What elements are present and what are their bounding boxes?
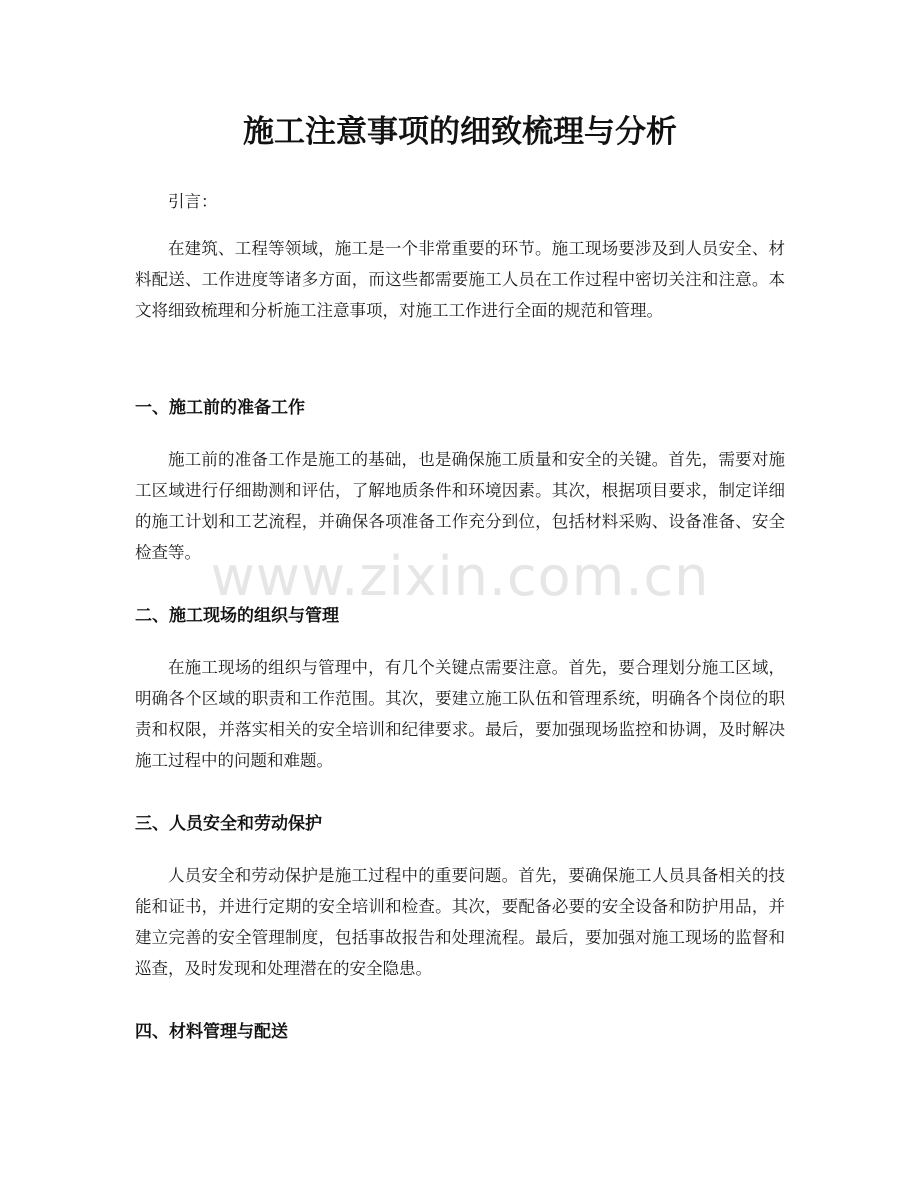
section-1-paragraph: 施工前的准备工作是施工的基础，也是确保施工质量和安全的关键。首先，需要对施工区域进行仔细勘测和评估，了解地质条件和环境因素。其次，根据项目要求，制定详细的施工计划和工艺流程，并确保各项准备工作充分到位，包括材料采购、设备准备、安全检查等。: [135, 450, 785, 562]
intro-label: 引言：: [168, 192, 218, 211]
section-2-heading: 二、施工现场的组织与管理: [135, 606, 339, 626]
document-title: 施工注意事项的细致梳理与分析: [243, 114, 677, 150]
section-4-heading: 四、材料管理与配送: [135, 1022, 288, 1042]
intro-paragraph: 在建筑、工程等领域，施工是一个非常重要的环节。施工现场要涉及到人员安全、材料配送、工作进度等诸多方面，而这些都需要施工人员在工作过程中密切关注和注意。本文将细致梳理和分析施工注意事项，对施工工作进行全面的规范和管理。: [135, 239, 785, 320]
section-3-paragraph: 人员安全和劳动保护是施工过程中的重要问题。首先，要确保施工人员具备相关的技能和证书，并进行定期的安全培训和检查。其次，要配备必要的安全设备和防护用品，并建立完善的安全管理制度，包括事故报告和处理流程。最后，要加强对施工现场的监督和巡查，及时发现和处理潜在的安全隐患。: [135, 866, 785, 978]
section-3-heading: 三、人员安全和劳动保护: [135, 814, 322, 834]
section-1-heading: 一、施工前的准备工作: [135, 398, 305, 418]
section-2-paragraph: 在施工现场的组织与管理中，有几个关键点需要注意。首先，要合理划分施工区域，明确各个区域的职责和工作范围。其次，要建立施工队伍和管理系统，明确各个岗位的职责和权限，并落实相关的安全培训和纪律要求。最后，要加强现场监控和协调，及时解决施工过程中的问题和难题。: [135, 658, 785, 770]
watermark: www.zixin.com.cn: [210, 545, 710, 608]
